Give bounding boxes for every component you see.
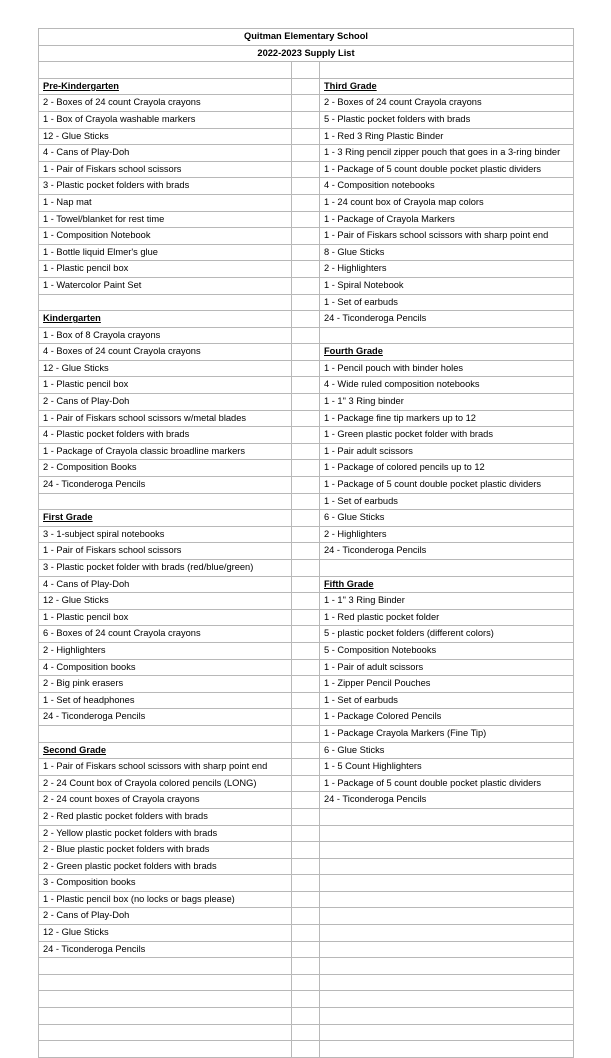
middle-spacer-cell: [292, 244, 320, 261]
left-supply-item: 12 - Glue Sticks: [39, 925, 292, 942]
middle-spacer-cell: [292, 477, 320, 494]
left-blank-cell: [39, 1008, 292, 1025]
right-supply-item: 1 - 24 count box of Crayola map colors: [320, 194, 574, 211]
left-blank-cell: [39, 1024, 292, 1041]
middle-spacer-cell: [292, 858, 320, 875]
grade-heading-label: First Grade: [43, 512, 93, 523]
middle-spacer-cell: [292, 1024, 320, 1041]
spacer-cell-mid: [292, 62, 320, 79]
table-row: [39, 792, 574, 809]
middle-spacer-cell: [292, 394, 320, 411]
table-row: [39, 560, 574, 577]
middle-spacer-cell: [292, 95, 320, 112]
table-row: [39, 576, 574, 593]
middle-spacer-cell: [292, 642, 320, 659]
table-row: [39, 211, 574, 228]
right-supply-item: 1 - Pair adult scissors: [320, 443, 574, 460]
right-supply-item: 1 - Red 3 Ring Plastic Binder: [320, 128, 574, 145]
left-supply-item: 1 - Set of headphones: [39, 692, 292, 709]
table-row: [39, 958, 574, 975]
left-supply-item: 1 - Plastic pencil box (no locks or bags please): [39, 891, 292, 908]
left-supply-item: 12 - Glue Sticks: [39, 593, 292, 610]
left-blank-cell: [39, 958, 292, 975]
middle-spacer-cell: [292, 576, 320, 593]
right-supply-item: 4 - Wide ruled composition notebooks: [320, 377, 574, 394]
middle-spacer-cell: [292, 908, 320, 925]
table-row: [39, 875, 574, 892]
right-blank-cell: [320, 858, 574, 875]
table-row: [39, 443, 574, 460]
middle-spacer-cell: [292, 410, 320, 427]
middle-spacer-cell: [292, 609, 320, 626]
page-subtitle: 2022-2023 Supply List: [39, 45, 574, 62]
right-blank-cell: [320, 327, 574, 344]
table-row: [39, 842, 574, 859]
table-row: [39, 360, 574, 377]
table-row: [39, 775, 574, 792]
left-supply-item: 1 - Pair of Fiskars school scissors with sharp point end: [39, 759, 292, 776]
middle-spacer-cell: [292, 228, 320, 245]
right-supply-item: 1 - Set of earbuds: [320, 692, 574, 709]
table-row: [39, 327, 574, 344]
table-row: [39, 493, 574, 510]
right-blank-cell: [320, 991, 574, 1008]
left-supply-item: 4 - Composition books: [39, 659, 292, 676]
supply-list-body: [39, 29, 574, 1058]
table-row: [39, 95, 574, 112]
left-supply-item: 3 - 1-subject spiral notebooks: [39, 526, 292, 543]
right-supply-item: 1 - Package fine tip markers up to 12: [320, 410, 574, 427]
grade-heading-label: Fourth Grade: [324, 346, 383, 357]
right-supply-item: 2 - Highlighters: [320, 526, 574, 543]
right-supply-item: 6 - Glue Sticks: [320, 742, 574, 759]
middle-spacer-cell: [292, 261, 320, 278]
right-supply-item: 1 - Package of 5 count double pocket plastic dividers: [320, 477, 574, 494]
right-supply-item: 8 - Glue Sticks: [320, 244, 574, 261]
left-supply-item: 24 - Ticonderoga Pencils: [39, 709, 292, 726]
middle-spacer-cell: [292, 194, 320, 211]
table-row: [39, 659, 574, 676]
table-row: [39, 908, 574, 925]
middle-spacer-cell: [292, 161, 320, 178]
left-supply-item: 1 - Composition Notebook: [39, 228, 292, 245]
table-row: [39, 759, 574, 776]
table-row: [39, 161, 574, 178]
right-blank-cell: [320, 974, 574, 991]
right-blank-cell: [320, 825, 574, 842]
table-row: [39, 460, 574, 477]
right-supply-item: 24 - Ticonderoga Pencils: [320, 792, 574, 809]
right-supply-item: 5 - Plastic pocket folders with brads: [320, 111, 574, 128]
right-supply-item: 1 - 3 Ring pencil zipper pouch that goes in a 3-ring binder: [320, 145, 574, 162]
table-row: [39, 510, 574, 527]
left-supply-item: 2 - Cans of Play-Doh: [39, 908, 292, 925]
left-blank-cell: [39, 493, 292, 510]
left-supply-item: 24 - Ticonderoga Pencils: [39, 477, 292, 494]
right-supply-item: 1 - 5 Count Highlighters: [320, 759, 574, 776]
right-blank-cell: [320, 908, 574, 925]
right-supply-item: 1 - Red plastic pocket folder: [320, 609, 574, 626]
table-row: [39, 609, 574, 626]
left-blank-cell: [39, 725, 292, 742]
title-row-1: [39, 29, 574, 46]
middle-spacer-cell: [292, 427, 320, 444]
table-row: [39, 311, 574, 328]
middle-spacer-cell: [292, 792, 320, 809]
right-supply-item: 1 - Set of earbuds: [320, 294, 574, 311]
table-row: [39, 178, 574, 195]
table-row: [39, 991, 574, 1008]
table-row: [39, 974, 574, 991]
middle-spacer-cell: [292, 493, 320, 510]
table-row: [39, 377, 574, 394]
middle-spacer-cell: [292, 344, 320, 361]
table-row: [39, 477, 574, 494]
right-supply-item: 1 - Package of Crayola Markers: [320, 211, 574, 228]
middle-spacer-cell: [292, 941, 320, 958]
table-row: [39, 111, 574, 128]
middle-spacer-cell: [292, 925, 320, 942]
table-row: [39, 891, 574, 908]
left-supply-item: 1 - Watercolor Paint Set: [39, 277, 292, 294]
right-supply-item: 1 - Package Crayola Markers (Fine Tip): [320, 725, 574, 742]
table-row: [39, 294, 574, 311]
right-supply-item: 2 - Highlighters: [320, 261, 574, 278]
spacer-cell-right: [320, 62, 574, 79]
middle-spacer-cell: [292, 443, 320, 460]
table-row: [39, 194, 574, 211]
left-supply-item: 1 - Plastic pencil box: [39, 609, 292, 626]
left-supply-item: 6 - Boxes of 24 count Crayola crayons: [39, 626, 292, 643]
table-row: [39, 261, 574, 278]
middle-spacer-cell: [292, 875, 320, 892]
right-grade-heading: [320, 344, 574, 361]
middle-spacer-cell: [292, 692, 320, 709]
middle-spacer-cell: [292, 593, 320, 610]
right-supply-item: 1 - 1" 3 Ring Binder: [320, 593, 574, 610]
grade-heading-label: Pre-Kindergarten: [43, 80, 119, 91]
right-blank-cell: [320, 842, 574, 859]
title-row-2: [39, 45, 574, 62]
left-grade-heading: [39, 78, 292, 95]
left-supply-item: 1 - Towel/blanket for rest time: [39, 211, 292, 228]
middle-spacer-cell: [292, 991, 320, 1008]
left-supply-item: 1 - Nap mat: [39, 194, 292, 211]
left-blank-cell: [39, 974, 292, 991]
middle-spacer-cell: [292, 842, 320, 859]
middle-spacer-cell: [292, 78, 320, 95]
spacer-row: [39, 62, 574, 79]
middle-spacer-cell: [292, 377, 320, 394]
left-blank-cell: [39, 991, 292, 1008]
right-blank-cell: [320, 875, 574, 892]
table-row: [39, 1008, 574, 1025]
middle-spacer-cell: [292, 178, 320, 195]
middle-spacer-cell: [292, 891, 320, 908]
left-supply-item: 2 - Green plastic pocket folders with brads: [39, 858, 292, 875]
left-supply-item: 1 - Package of Crayola classic broadline markers: [39, 443, 292, 460]
table-row: [39, 642, 574, 659]
right-supply-item: 1 - Zipper Pencil Pouches: [320, 676, 574, 693]
left-blank-cell: [39, 1041, 292, 1058]
left-supply-item: 4 - Boxes of 24 count Crayola crayons: [39, 344, 292, 361]
middle-spacer-cell: [292, 825, 320, 842]
table-row: [39, 277, 574, 294]
middle-spacer-cell: [292, 543, 320, 560]
left-supply-item: 2 - 24 Count box of Crayola colored pencils (LONG): [39, 775, 292, 792]
left-supply-item: 1 - Plastic pencil box: [39, 261, 292, 278]
left-supply-item: 3 - Composition books: [39, 875, 292, 892]
table-row: [39, 1024, 574, 1041]
left-supply-item: 1 - Box of Crayola washable markers: [39, 111, 292, 128]
right-blank-cell: [320, 1041, 574, 1058]
right-blank-cell: [320, 1008, 574, 1025]
right-supply-item: 6 - Glue Sticks: [320, 510, 574, 527]
middle-spacer-cell: [292, 808, 320, 825]
right-blank-cell: [320, 958, 574, 975]
middle-spacer-cell: [292, 294, 320, 311]
table-row: [39, 692, 574, 709]
grade-heading-label: Fifth Grade: [324, 578, 374, 589]
left-supply-item: 4 - Cans of Play-Doh: [39, 145, 292, 162]
left-supply-item: 24 - Ticonderoga Pencils: [39, 941, 292, 958]
left-supply-item: 2 - Highlighters: [39, 642, 292, 659]
left-supply-item: 2 - Red plastic pocket folders with brads: [39, 808, 292, 825]
table-row: [39, 709, 574, 726]
right-blank-cell: [320, 891, 574, 908]
right-blank-cell: [320, 925, 574, 942]
left-supply-item: 1 - Box of 8 Crayola crayons: [39, 327, 292, 344]
left-supply-item: 2 - Cans of Play-Doh: [39, 394, 292, 411]
left-supply-item: 3 - Plastic pocket folders with brads: [39, 178, 292, 195]
middle-spacer-cell: [292, 676, 320, 693]
middle-spacer-cell: [292, 327, 320, 344]
table-row: [39, 228, 574, 245]
right-supply-item: 2 - Boxes of 24 count Crayola crayons: [320, 95, 574, 112]
right-supply-item: 4 - Composition notebooks: [320, 178, 574, 195]
right-supply-item: 1 - Pencil pouch with binder holes: [320, 360, 574, 377]
table-row: [39, 742, 574, 759]
middle-spacer-cell: [292, 659, 320, 676]
supply-list-table: [38, 28, 574, 1058]
table-row: [39, 394, 574, 411]
left-supply-item: 1 - Bottle liquid Elmer's glue: [39, 244, 292, 261]
left-supply-item: 12 - Glue Sticks: [39, 360, 292, 377]
middle-spacer-cell: [292, 510, 320, 527]
left-supply-item: 2 - Composition Books: [39, 460, 292, 477]
table-row: [39, 676, 574, 693]
middle-spacer-cell: [292, 742, 320, 759]
middle-spacer-cell: [292, 775, 320, 792]
left-supply-item: 1 - Plastic pencil box: [39, 377, 292, 394]
left-supply-item: 2 - Yellow plastic pocket folders with brads: [39, 825, 292, 842]
right-supply-item: 5 - Composition Notebooks: [320, 642, 574, 659]
table-row: [39, 78, 574, 95]
right-supply-item: 1 - Pair of Fiskars school scissors with sharp point end: [320, 228, 574, 245]
table-row: [39, 825, 574, 842]
left-supply-item: 2 - Boxes of 24 count Crayola crayons: [39, 95, 292, 112]
middle-spacer-cell: [292, 460, 320, 477]
middle-spacer-cell: [292, 111, 320, 128]
table-row: [39, 410, 574, 427]
table-row: [39, 128, 574, 145]
right-supply-item: 1 - 1" 3 Ring binder: [320, 394, 574, 411]
table-row: [39, 925, 574, 942]
right-grade-heading: [320, 78, 574, 95]
table-row: [39, 858, 574, 875]
left-supply-item: 2 - 24 count boxes of Crayola crayons: [39, 792, 292, 809]
middle-spacer-cell: [292, 759, 320, 776]
left-supply-item: 3 - Plastic pocket folder with brads (red/blue/green): [39, 560, 292, 577]
table-row: [39, 593, 574, 610]
left-supply-item: 1 - Pair of Fiskars school scissors w/metal blades: [39, 410, 292, 427]
right-supply-item: 1 - Package of 5 count double pocket plastic dividers: [320, 775, 574, 792]
middle-spacer-cell: [292, 725, 320, 742]
left-grade-heading: [39, 311, 292, 328]
middle-spacer-cell: [292, 145, 320, 162]
table-row: [39, 808, 574, 825]
middle-spacer-cell: [292, 709, 320, 726]
middle-spacer-cell: [292, 958, 320, 975]
right-supply-item: 5 - plastic pocket folders (different colors): [320, 626, 574, 643]
left-supply-item: 4 - Cans of Play-Doh: [39, 576, 292, 593]
spacer-cell-left: [39, 62, 292, 79]
middle-spacer-cell: [292, 974, 320, 991]
left-supply-item: 2 - Big pink erasers: [39, 676, 292, 693]
table-row: [39, 725, 574, 742]
table-row: [39, 244, 574, 261]
middle-spacer-cell: [292, 128, 320, 145]
left-supply-item: 4 - Plastic pocket folders with brads: [39, 427, 292, 444]
left-supply-item: 1 - Pair of Fiskars school scissors: [39, 543, 292, 560]
table-row: [39, 543, 574, 560]
middle-spacer-cell: [292, 360, 320, 377]
table-row: [39, 427, 574, 444]
table-row: [39, 941, 574, 958]
right-supply-item: 1 - Green plastic pocket folder with brads: [320, 427, 574, 444]
right-supply-item: 1 - Set of earbuds: [320, 493, 574, 510]
middle-spacer-cell: [292, 626, 320, 643]
table-row: [39, 526, 574, 543]
table-row: [39, 344, 574, 361]
right-supply-item: 1 - Package Colored Pencils: [320, 709, 574, 726]
right-supply-item: 24 - Ticonderoga Pencils: [320, 543, 574, 560]
middle-spacer-cell: [292, 211, 320, 228]
left-grade-heading: [39, 510, 292, 527]
right-supply-item: 24 - Ticonderoga Pencils: [320, 311, 574, 328]
table-row: [39, 626, 574, 643]
right-blank-cell: [320, 560, 574, 577]
right-supply-item: 1 - Package of 5 count double pocket plastic dividers: [320, 161, 574, 178]
left-supply-item: 1 - Pair of Fiskars school scissors: [39, 161, 292, 178]
middle-spacer-cell: [292, 311, 320, 328]
middle-spacer-cell: [292, 526, 320, 543]
middle-spacer-cell: [292, 1008, 320, 1025]
middle-spacer-cell: [292, 277, 320, 294]
page-title: Quitman Elementary School: [39, 29, 574, 46]
right-blank-cell: [320, 1024, 574, 1041]
right-blank-cell: [320, 808, 574, 825]
right-supply-item: 1 - Spiral Notebook: [320, 277, 574, 294]
left-supply-item: 2 - Blue plastic pocket folders with brads: [39, 842, 292, 859]
right-grade-heading: [320, 576, 574, 593]
middle-spacer-cell: [292, 1041, 320, 1058]
table-row: [39, 145, 574, 162]
left-blank-cell: [39, 294, 292, 311]
grade-heading-label: Third Grade: [324, 80, 377, 91]
right-supply-item: 1 - Package of colored pencils up to 12: [320, 460, 574, 477]
left-grade-heading: [39, 742, 292, 759]
right-blank-cell: [320, 941, 574, 958]
table-row: [39, 1041, 574, 1058]
right-supply-item: 1 - Pair of adult scissors: [320, 659, 574, 676]
grade-heading-label: Second Grade: [43, 744, 107, 755]
grade-heading-label: Kindergarten: [43, 313, 101, 324]
left-supply-item: 12 - Glue Sticks: [39, 128, 292, 145]
middle-spacer-cell: [292, 560, 320, 577]
